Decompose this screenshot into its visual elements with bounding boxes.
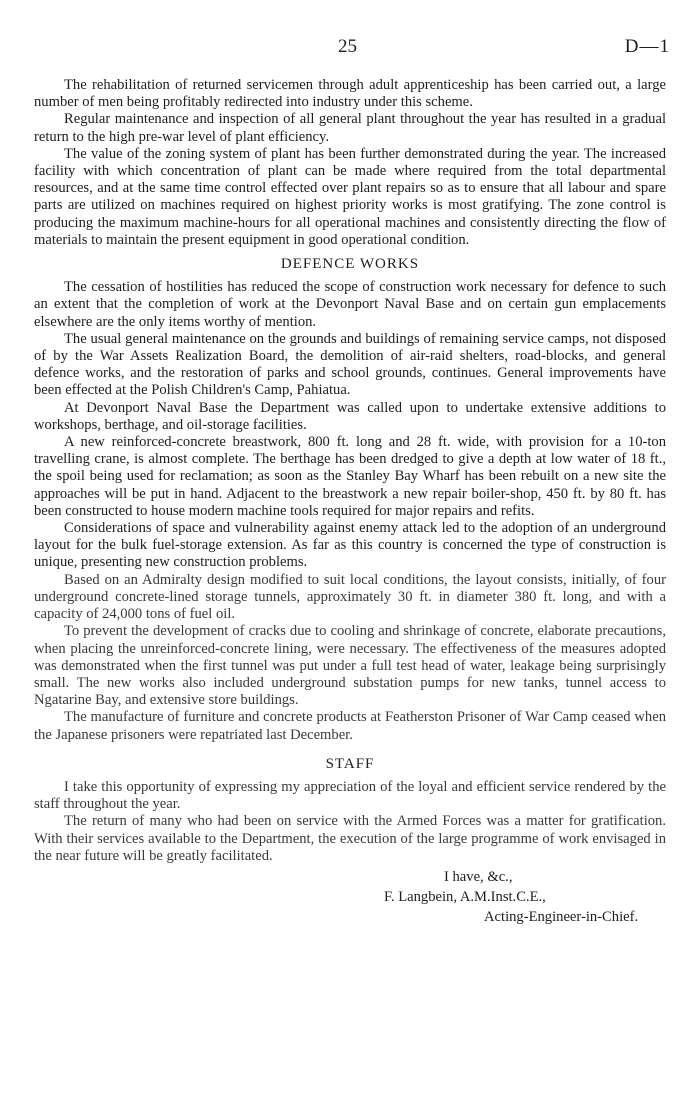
paragraph: The usual general maintenance on the grounds and buildings of remaining service camps, not disposed of by the War Assets Realization Board, the demolition of air-raid shelters, road-blocks, and general defence works, and the restoration of parks and school grounds, continues. General improvements have been effected at the Polish Children's Camp, Pahiatua. [34, 330, 666, 399]
signoff-block [34, 869, 666, 939]
page-number: 25 [338, 36, 357, 57]
paragraph: To prevent the development of cracks due to cooling and shrinkage of concrete, elaborate precautions, when placing the unreinforced-concrete lining, were necessary. The effectiveness of the measures adopted was demonstrated when the first tunnel was put under a full test head of water, leakage being surprisingly small. The new works also included underground substation pumps for new tanks, tunnel access to Ngatarine Bay, and extensive store buildings. [34, 623, 666, 709]
paragraph: At Devonport Naval Base the Department was called upon to undertake extensive additions to workshops, berthage, and oil-storage facilities. [34, 399, 666, 433]
signatory-title: Acting-Engineer-in-Chief. [484, 908, 639, 925]
page-header [0, 38, 700, 60]
section-heading-staff: STAFF [325, 755, 375, 772]
paragraph: The manufacture of furniture and concrete products at Featherston Prisoner of War Camp ceased when the Japanese prisoners were repatriated last December. [34, 709, 666, 743]
paragraph: The cessation of hostilities has reduced the scope of construction work necessary for defence to such an extent that the completion of work at the Devonport Naval Base and on certain gun emplacements elsewhere are the only items worthy of mention. [34, 279, 666, 330]
paragraph: The value of the zoning system of plant has been further demonstrated during the year. The increased facility with which concentration of plant can be made where required from the total departmental resources, and at the same time control effected over plant repairs so as to ensure that all labour and spare parts are utilized on machines required on highest priority works is most gratifying. The zone control is producing the maximum machine-hours for all operational machines and consistently directing the flow of materials to maintain the present equipment in good operational condition. [34, 145, 666, 248]
paragraph: The rehabilitation of returned servicemen through adult apprenticeship has been carried out, a large number of men being profitably redirected into industry under this scheme. [34, 77, 666, 111]
signatory-name: F. Langbein, A.M.Inst.C.E., [384, 888, 546, 905]
document-body [34, 77, 666, 939]
document-reference: D—1 [624, 36, 670, 57]
paragraph: I take this opportunity of expressing my appreciation of the loyal and efficient service rendered by the staff throughout the year. [34, 778, 666, 813]
paragraph: Based on an Admiralty design modified to suit local conditions, the layout consists, initially, of four underground concrete-lined storage tunnels, approximately 30 ft. in diameter 380 ft. long, and with a capacity of 24,000 tons of fuel oil. [34, 571, 666, 623]
paragraph: The return of many who had been on service with the Armed Forces was a matter for gratification. With their services available to the Department, the execution of the large programme of work envisaged in the near future will be greatly facilitated. [34, 813, 666, 864]
closing-line: I have, &c., [444, 868, 513, 885]
paragraph: Considerations of space and vulnerability against enemy attack led to the adoption of an underground layout for the bulk fuel-storage extension. As far as this country is concerned the type of construction is unique, presenting new construction problems. [34, 520, 666, 571]
paragraph: Regular maintenance and inspection of all general plant throughout the year has resulted in a gradual return to the high pre-war level of plant efficiency. [34, 111, 666, 145]
section-heading-defence-works: DEFENCE WORKS [280, 256, 420, 273]
paragraph: A new reinforced-concrete breastwork, 800 ft. long and 28 ft. wide, with provision for a 10-ton travelling crane, is almost complete. The berthage has been dredged to give a depth at low water of 18 ft., the spoil being used for reclamation; as soon as the Stanley Bay Wharf has been rebuilt on a new site the approaches will be put in hand. Adjacent to the breastwork a new repair boiler-shop, 450 ft. by 80 ft. has been constructed to house modern machine tools required for major repairs and refits. [34, 434, 666, 519]
